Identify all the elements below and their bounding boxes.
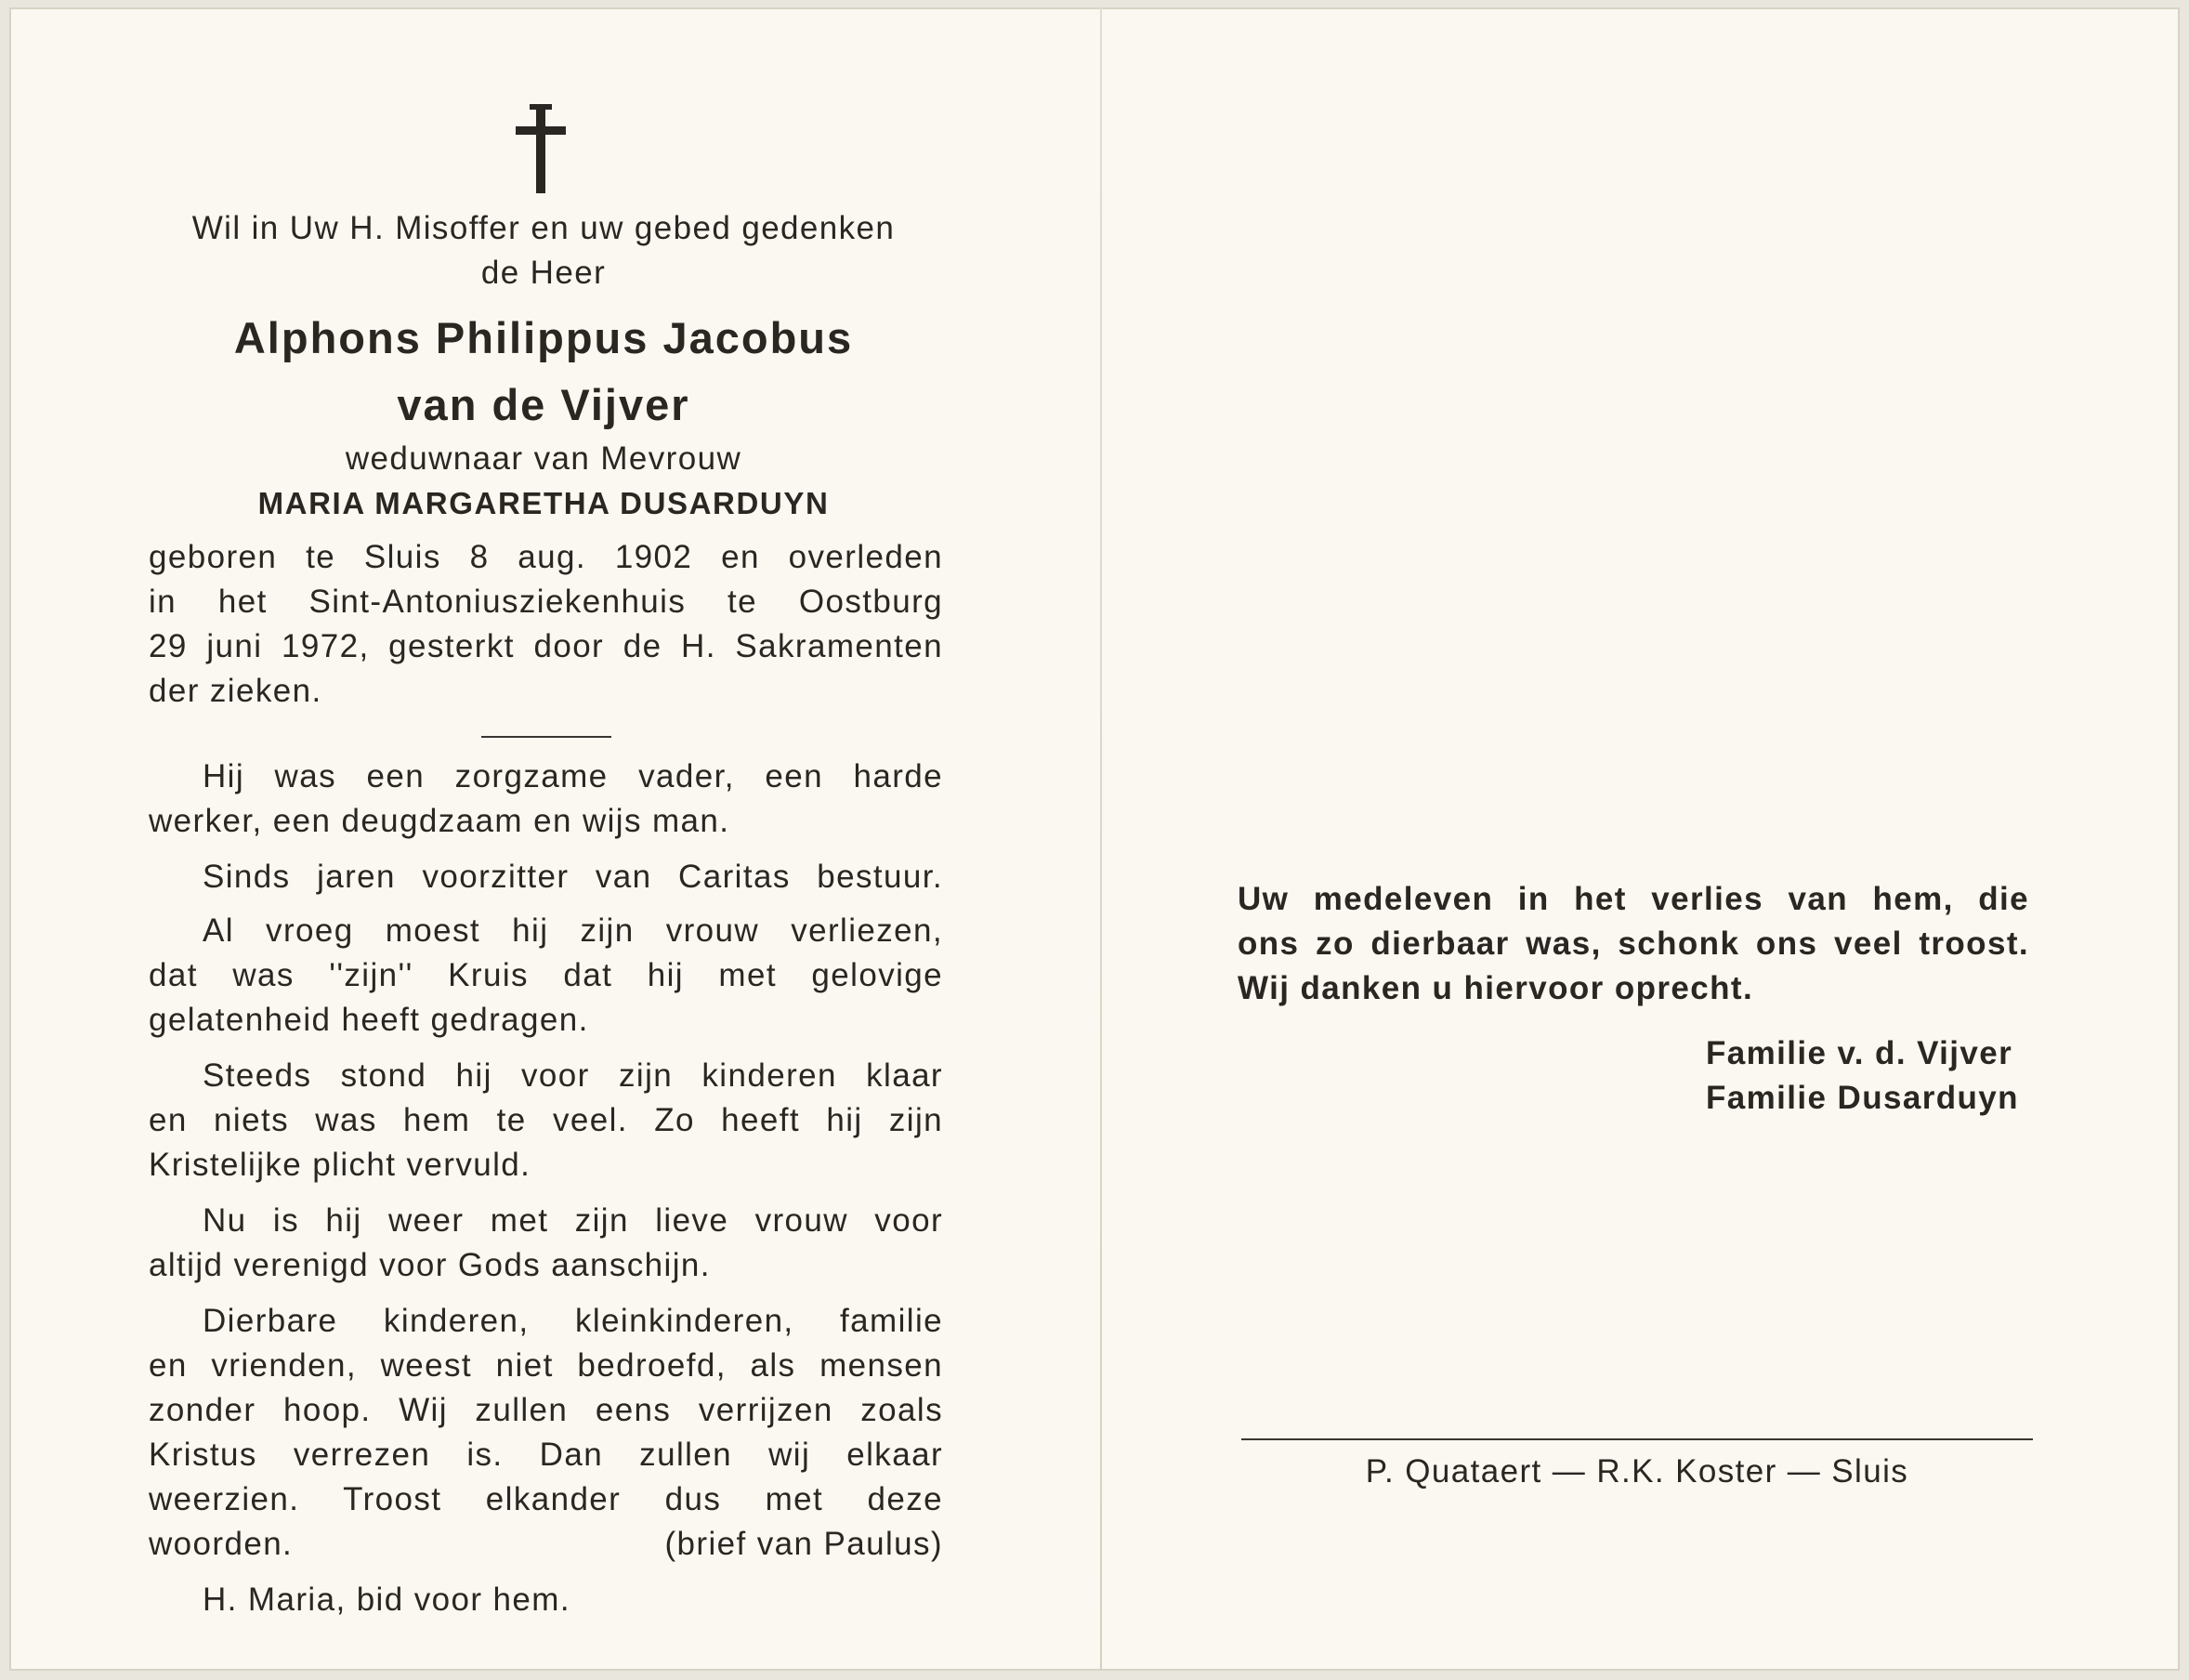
printer-line: P. Quataert — R.K. Koster — Sluis bbox=[1365, 1453, 1909, 1490]
spouse-name: MARIA MARGARETHA DUSARDUYN bbox=[257, 486, 830, 520]
paragraph-line: gelatenheid heeft gedragen. bbox=[149, 1002, 589, 1038]
birth-death-line-3: 29 juni 1972, gesterkt door de H. Sakramenten bbox=[149, 628, 943, 664]
family-signature-1: Familie v. d. Vijver bbox=[1706, 1035, 2013, 1071]
printer-divider bbox=[1241, 1438, 2033, 1440]
paragraph-line: Dierbare kinderen, kleinkinderen, familie bbox=[203, 1303, 943, 1339]
divider bbox=[481, 736, 611, 738]
paragraph-line: Steeds stond hij voor zijn kinderen klaar bbox=[203, 1057, 943, 1094]
paragraph-line: Hij was een zorgzame vader, een harde bbox=[203, 758, 943, 794]
intro-line-1: Wil in Uw H. Misoffer en uw gebed gedenken bbox=[191, 210, 896, 246]
paragraph-line: en niets was hem te veel. Zo heeft hij zijn bbox=[149, 1102, 943, 1138]
birth-death-line-1: geboren te Sluis 8 aug. 1902 en overleden bbox=[149, 539, 943, 575]
birth-death-line-2: in het Sint-Antoniusziekenhuis te Oostburg bbox=[149, 584, 943, 620]
paragraph-line: altijd verenigd voor Gods aanschijn. bbox=[149, 1247, 711, 1283]
paragraph-line: en vrienden, weest niet bedroefd, als mensen bbox=[149, 1347, 943, 1384]
paragraph-line: Nu is hij weer met zijn lieve vrouw voor bbox=[203, 1202, 943, 1239]
birth-death-line-4: der zieken. bbox=[149, 673, 322, 709]
paragraph-line: Kristelijke plicht vervuld. bbox=[149, 1147, 531, 1183]
paragraph-line: dat was ''zijn'' Kruis dat hij met gelovige bbox=[149, 957, 943, 993]
family-signature-2: Familie Dusarduyn bbox=[1706, 1080, 2019, 1116]
citation: (brief van Paulus) bbox=[664, 1526, 943, 1562]
card-fold bbox=[1100, 7, 1102, 1671]
closing-prayer: H. Maria, bid voor hem. bbox=[203, 1582, 570, 1618]
paragraph-line: Sinds jaren voorzitter van Caritas bestuur. bbox=[203, 859, 943, 895]
deceased-name-line-1: Alphons Philippus Jacobus bbox=[233, 313, 854, 362]
paragraph-line: Al vroeg moest hij zijn vrouw verliezen, bbox=[203, 912, 943, 949]
paragraph-line: weerzien. Troost elkander dus met deze bbox=[149, 1481, 943, 1517]
paragraph-line: werker, een deugdzaam en wijs man. bbox=[149, 803, 730, 839]
intro-line-2: de Heer bbox=[480, 255, 607, 291]
thanks-line-3: Wij danken u hiervoor oprecht. bbox=[1238, 970, 1754, 1006]
thanks-line-2: ons zo dierbaar was, schonk ons veel troost. bbox=[1238, 925, 2029, 962]
cross-icon bbox=[516, 104, 566, 193]
paragraph-line: zonder hoop. Wij zullen eens verrijzen zoals bbox=[149, 1392, 943, 1428]
paragraph-line: woorden. bbox=[149, 1526, 294, 1562]
thanks-line-1: Uw medeleven in het verlies van hem, die bbox=[1238, 881, 2029, 917]
widower-line: weduwnaar van Mevrouw bbox=[345, 440, 742, 477]
deceased-name-line-2: van de Vijver bbox=[397, 380, 690, 429]
paragraph-line: Kristus verrezen is. Dan zullen wij elkaar bbox=[149, 1437, 943, 1473]
